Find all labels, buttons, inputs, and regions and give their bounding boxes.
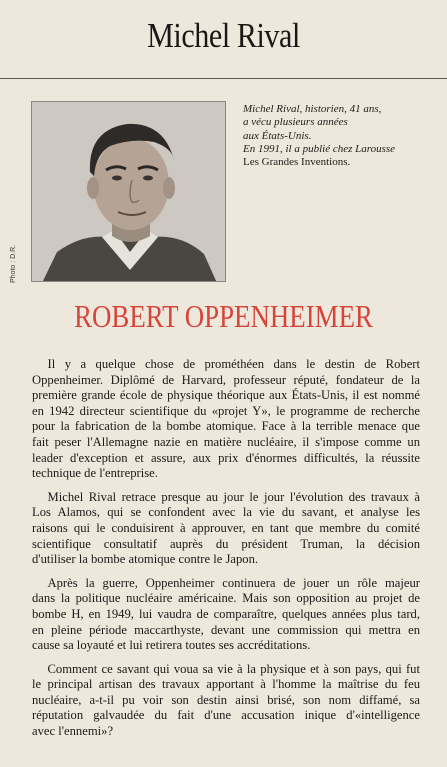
author-photo <box>31 101 226 282</box>
bio-line: En 1991, il a publié chez Larousse <box>243 142 396 155</box>
blurb-line: pour la fabrication de la bombe atomique. Face à la terrible menace que <box>32 418 420 434</box>
blurb-line: réputation galvaudée du fait d'une accusation inique d'«intelligence <box>32 707 420 723</box>
blurb-line: en pleine période maccarthyste, devant une commission qui mettra en <box>32 621 420 637</box>
blurb-line: d'utiliser la bombe atomique contre le Japon. <box>32 551 259 567</box>
bio-line: aux États-Unis. <box>243 129 312 142</box>
blurb-line: scientifique consultatif auprès du président Truman, la décision <box>32 535 420 551</box>
blurb-paragraph <box>32 575 432 653</box>
blurb-line: raisons qui le conduisirent à approuver, en tant que membre du comité <box>32 519 420 535</box>
blurb-text <box>32 356 432 747</box>
blurb-line: bombe H, en 1949, lui vaudra de comparaître, quelques années plus tard, <box>32 605 420 621</box>
blurb-paragraph <box>32 661 432 739</box>
blurb-line: leader d'exception et assure, aux prix d'énormes difficultés, la réussite <box>32 449 420 465</box>
blurb-line: dans la politique nucléaire américaine. Mais son opposition au projet de <box>32 590 420 606</box>
book-title: ROBERT OPPENHEIMER <box>74 298 373 334</box>
blurb-line: Il y a quelque chose de prométhéen dans le destin de Robert <box>47 356 421 371</box>
bio-line: Michel Rival, historien, 41 ans, <box>243 103 382 115</box>
blurb-line: nucléaire, a-t-il pu voir son destin ainsi brisé, son nom diffamé, sa <box>32 691 420 707</box>
blurb-line: Comment ce savant qui voua sa vie à la physique et à son pays, qui fut <box>47 660 421 676</box>
photo-credit: Photo : D.R. <box>10 244 17 283</box>
blurb-line: cause sa loyauté et lui retirera toutes ses accréditations. <box>32 637 311 653</box>
author-name: Michel Rival <box>147 16 300 55</box>
blurb-paragraph <box>32 356 432 481</box>
blurb-line: fait peser l'Allemagne nazie en matière nucléaire, il s'impose comme un <box>32 433 420 449</box>
blurb-line: première grande école de physique théorique aux États-Unis, il est nommé <box>32 387 420 403</box>
blurb-paragraph <box>32 489 432 567</box>
blurb-line: Oppenheimer. Diplômé de Harvard, professeur réputé, fondateur de la <box>32 371 420 387</box>
bio-line: a vécu plusieurs années <box>243 116 348 129</box>
bio-line: Les Grandes Inventions. <box>243 156 351 169</box>
author-bio <box>243 103 443 169</box>
blurb-line: en 1942 directeur scientifique du «projet Y», le programme de recherche <box>32 402 420 418</box>
blurb-line: technique de l'entreprise. <box>32 465 158 481</box>
blurb-line: le principal artisan des travaux apportant à l'homme la maîtrise du feu <box>32 676 420 692</box>
blurb-line: Après la guerre, Oppenheimer continuera de jouer un rôle majeur <box>47 574 421 590</box>
header-divider <box>0 78 447 79</box>
blurb-line: avec l'ennemi»? <box>32 723 114 739</box>
blurb-line: Los Alamos, qui se confondent avec la vie du savant, et analyse les <box>32 504 420 520</box>
blurb-line: Michel Rival retrace presque au jour le jour l'évolution des travaux à <box>47 488 421 504</box>
